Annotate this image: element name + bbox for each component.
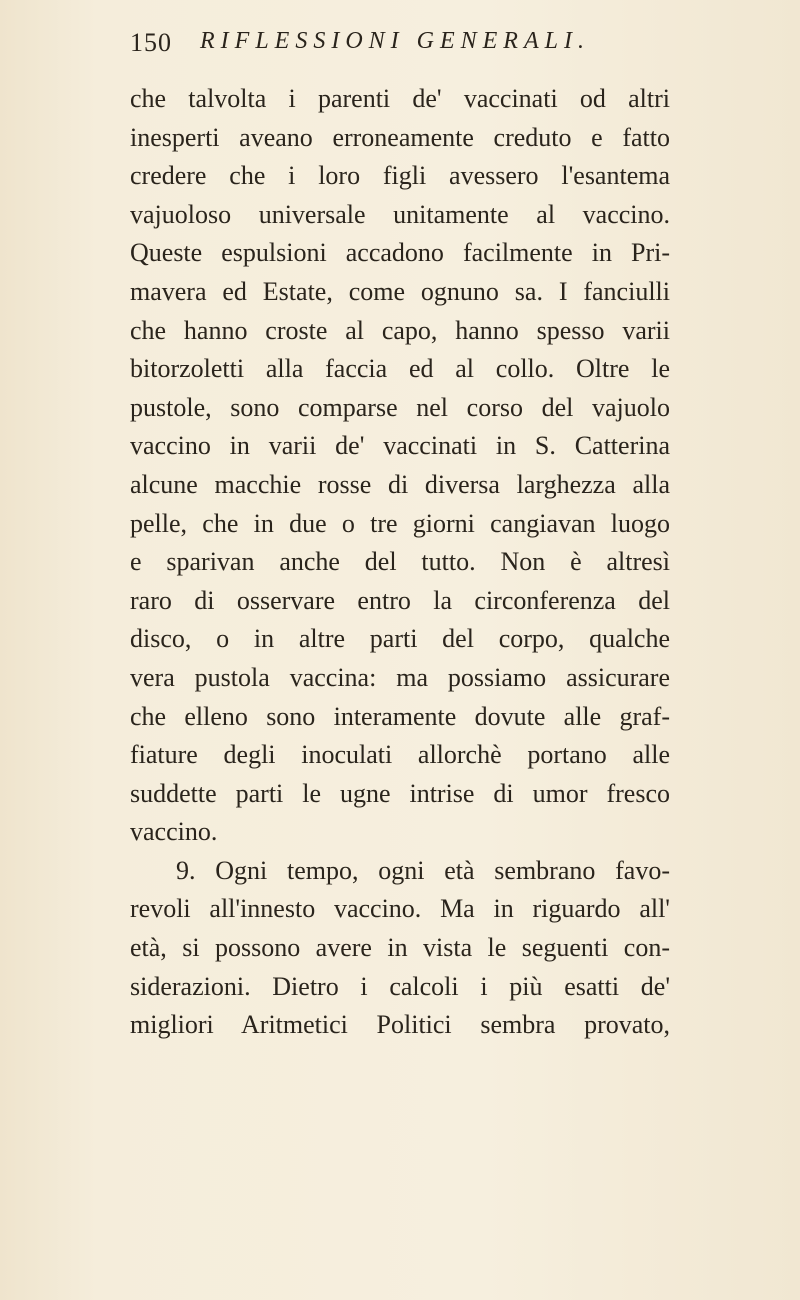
running-head-title: RIFLESSIONI GENERALI. (200, 28, 590, 54)
text-line: disco, o in altre parti del corpo, qualche (130, 624, 670, 654)
running-head (130, 22, 690, 62)
text-line: che hanno croste al capo, hanno spesso varii (130, 315, 670, 345)
text-line: inesperti aveano erroneamente creduto e fatto (130, 122, 670, 152)
text-line: pustole, sono comparse nel corso del vajuolo (130, 392, 670, 422)
text-line: fiature degli inoculati allorchè portano alle (130, 740, 670, 770)
text-line: Queste espulsioni accadono facilmente in Pri- (130, 238, 670, 268)
text-line: vajuoloso universale unitamente al vaccino. (130, 199, 670, 229)
text-line: vaccino in varii de' vaccinati in S. Catterina (130, 431, 670, 461)
text-line: alcune macchie rosse di diversa larghezza alla (130, 469, 670, 499)
paragraph-start-line: 9. Ogni tempo, ogni età sembrano favo- (176, 855, 670, 885)
text-line: suddette parti le ugne intrise di umor fresco (130, 778, 670, 808)
text-line: migliori Aritmetici Politici sembra provato, (130, 1010, 670, 1040)
text-line: bitorzoletti alla faccia ed al collo. Oltre le (130, 354, 670, 384)
text-line: che talvolta i parenti de' vaccinati od altri (130, 84, 670, 113)
text-line: revoli all'innesto vaccino. Ma in riguardo all' (130, 894, 670, 924)
page-number: 150 (130, 28, 172, 57)
text-line: e sparivan anche del tutto. Non è altresì (130, 547, 670, 577)
text-line: raro di osservare entro la circonferenza del (130, 585, 670, 615)
text-line: siderazioni. Dietro i calcoli i più esatti de' (130, 971, 670, 1001)
text-line: credere che i loro figli avessero l'esantema (130, 161, 670, 191)
text-line: vera pustola vaccina: ma possiamo assicurare (130, 662, 670, 692)
text-line: età, si possono avere in vista le seguenti con- (130, 933, 670, 963)
text-line: vaccino. (130, 817, 218, 847)
text-line: pelle, che in due o tre giorni cangiavan luogo (130, 508, 670, 538)
text-line: che elleno sono interamente dovute alle graf- (130, 701, 670, 731)
body-text (130, 80, 670, 1045)
text-line: mavera ed Estate, come ognuno sa. I fanciulli (130, 276, 670, 306)
